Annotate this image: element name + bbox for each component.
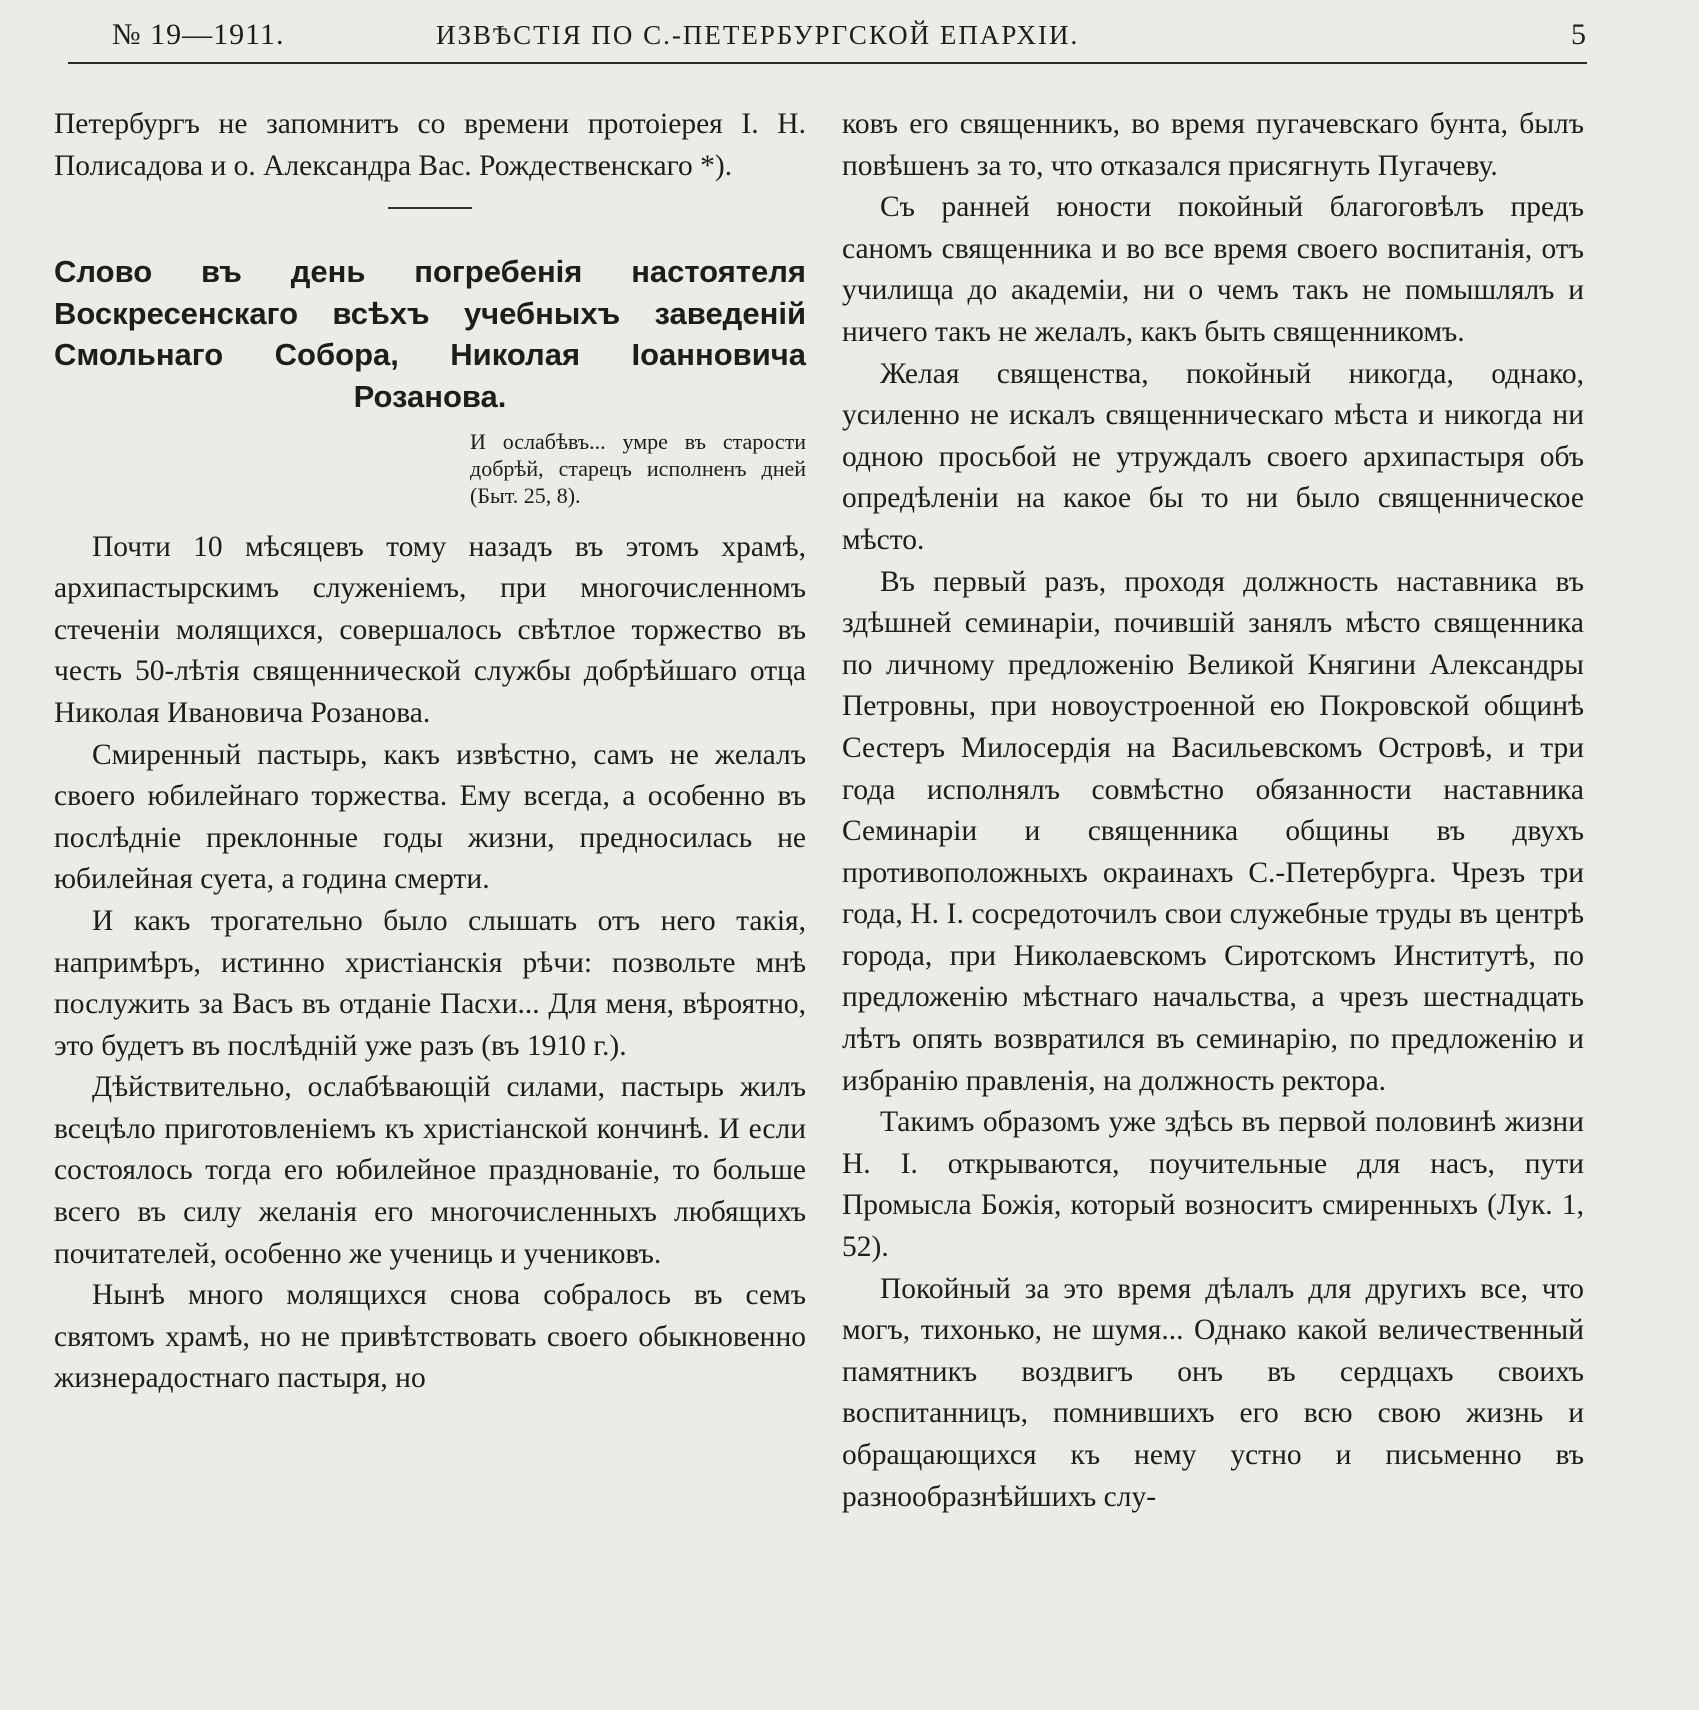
issue-number: № 19—1911.: [112, 18, 285, 51]
paragraph: Желая священства, покойный никогда, однако, усиленно не искалъ священническаго мѣста и никогда ни одною просьбой не утруждалъ своего архипастыря объ опредѣленіи на какое бы то ни было священническое мѣсто.: [842, 357, 1584, 556]
article-heading: Слово въ день погребенія настоятеля Воскресенскаго всѣхъ учебныхъ заведеній Смольнаго Собора, Николая Іоанновича Розанова.: [54, 254, 806, 414]
paragraph: Смиренный пастырь, какъ извѣстно, самъ не желалъ своего юбилейнаго торжества. Ему всегда, а особенно въ послѣдніе преклонные годы жизни, предносилась не юбилейная суета, а година смерти.: [54, 738, 806, 896]
page-number: 5: [1571, 18, 1587, 51]
publication-title: ИЗВѢСТІЯ ПО С.-ПЕТЕРБУРГСКОЙ ЕПАРХІИ.: [436, 20, 1080, 50]
paragraph: И какъ трогательно было слышать отъ него такія, напримѣръ, истинно христіанскія рѣчи: позвольте мнѣ послужить за Васъ въ отданіе Пасхи... Для меня, вѣроятно, это будетъ въ послѣдній уже разъ (въ 1910 г.).: [54, 904, 806, 1062]
left-column: [54, 104, 806, 1400]
continuation-text: Петербургъ не запомнитъ со времени протоіерея І. Н. Полисадова и о. Александра Вас. Рождественскаго *).: [54, 108, 806, 182]
paragraph: Съ ранней юности покойный благоговѣлъ предъ саномъ священника и во все время своего воспитанія, отъ училища до академіи, ни о чемъ такъ не помышлялъ и ничего такъ не желалъ, какъ быть священникомъ.: [842, 191, 1584, 348]
paragraph: ковъ его священникъ, во время пугачевскаго бунта, былъ повѣшенъ за то, что отказался присягнуть Пугачеву.: [842, 108, 1584, 182]
running-head: [68, 18, 1587, 58]
paragraph: Такимъ образомъ уже здѣсь въ первой половинѣ жизни Н. І. открываются, поучительные для насъ, пути Промысла Божія, который возноситъ смиренныхъ (Лук. 1, 52).: [842, 1106, 1584, 1264]
paragraph: Въ первый разъ, проходя должность наставника въ здѣшней семинаріи, почившій занялъ мѣсто священника по личному предложенію Великой Княгини Александры Петровны, при новоустроенной ею Покровской общинѣ Сестеръ Милосердія на Васильевскомъ Островѣ, и три года исполнялъ совмѣстно обязанности наставника Семинаріи и священника общины въ двухъ противоположныхъ окраинахъ С.-Петербурга. Чрезъ три года, Н. І. сосредоточилъ свои служебные труды въ центрѣ города, при Николаевскомъ Сиротскомъ Институтѣ, по предложенію мѣстнаго начальства, а чрезъ шестнадцать лѣтъ опять возвратился въ семинарію, по предложенію и избранію правленія, на должность ректора.: [842, 565, 1584, 1097]
paragraph: Почти 10 мѣсяцевъ тому назадъ въ этомъ храмѣ, архипастырскимъ служеніемъ, при многочисленномъ стеченіи молящихся, совершалось свѣтлое торжество въ честь 50-лѣтія священнической службы добрѣйшаго отца Николая Ивановича Розанова.: [54, 530, 806, 729]
header-rule: [68, 62, 1587, 64]
paragraph: Нынѣ много молящихся снова собралось въ семъ святомъ храмѣ, но не привѣтствовать своего обыкновенно жизнерадостнаго пастыря, но: [54, 1279, 806, 1395]
paragraph: Покойный за это время дѣлалъ для другихъ все, что могъ, тихонько, не шумя... Однако какой величественный памятникъ воздвигъ онъ въ сердцахъ своихъ воспитанницъ, помнившихъ его всю свою жизнь и обращающихся къ нему устно и письменно въ разнообразнѣйшихъ слу-: [842, 1272, 1584, 1513]
paragraph: Дѣйствительно, ослабѣвающій силами, пастырь жилъ всецѣло приготовленіемъ къ христіанской кончинѣ. И если состоялось тогда его юбилейное празднованіе, то больше всего въ силу желанія его многочисленныхъ любящихъ почитателей, особенно же учениць и учениковъ.: [54, 1071, 806, 1270]
epigraph: И ослабѣвъ... умре въ старости добрѣй, старецъ исполненъ дней (Быт. 25, 8).: [470, 428, 806, 508]
section-divider: [388, 207, 472, 209]
right-column: [842, 104, 1584, 1518]
